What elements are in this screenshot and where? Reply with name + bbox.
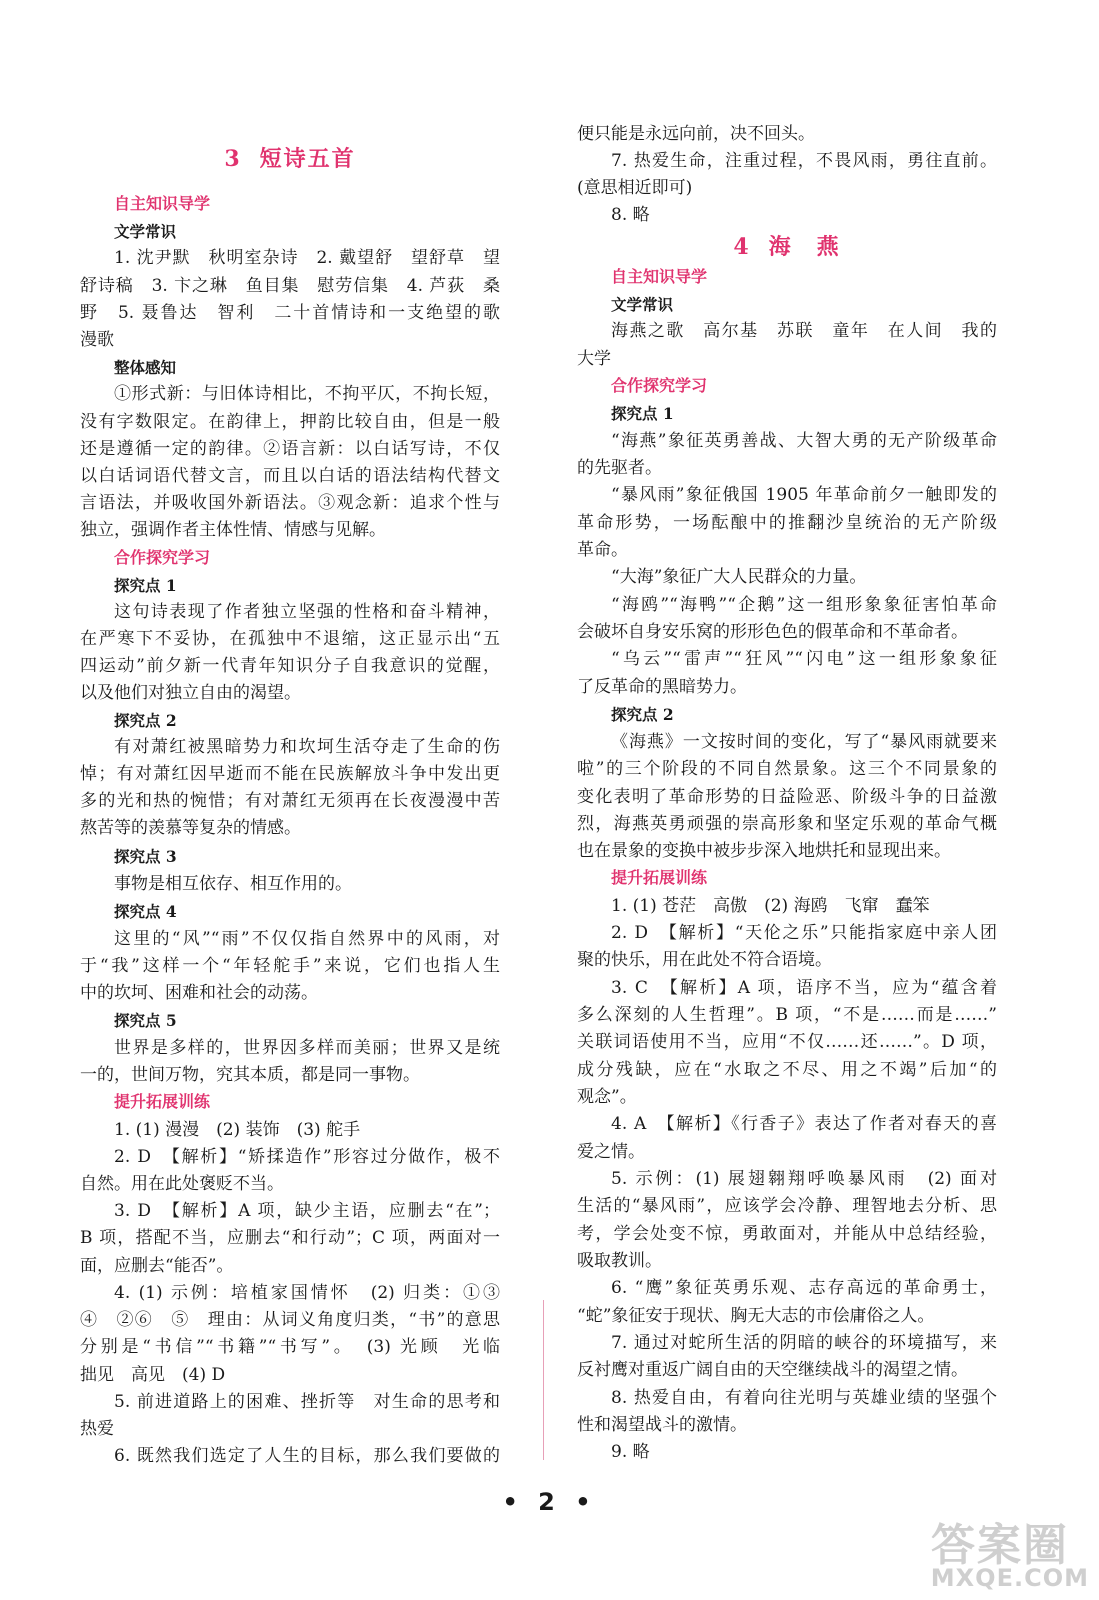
text-line: 在严寒下不妥协，在孤独中不退缩，这正显示出“五 — [80, 629, 500, 649]
text-line: 会破坏自身安乐窝的形形色色的假革命和不革命者。 — [577, 622, 968, 642]
text-line: 事物是相互依存、相互作用的。 — [114, 874, 352, 894]
text-line: “暴风雨”象征俄国 1905 年革命前夕一触即发的 — [611, 485, 997, 505]
text-line: “大海”象征广大人民群众的力量。 — [611, 567, 867, 587]
section-heading: 提升拓展训练 — [114, 1092, 211, 1111]
section-heading: 自主知识导学 — [114, 194, 211, 213]
text-line: 熬苦等的羡慕等复杂的情感。 — [80, 818, 301, 838]
subsection-heading: 探究点 1 — [611, 404, 674, 423]
text-line: 于“我”这样一个“年轻舵手”来说，它们也指人生 — [80, 956, 500, 976]
text-line: 革命。 — [577, 540, 628, 560]
text-line: 2. D 【解析】“天伦之乐”只能指家庭中亲人团 — [611, 923, 997, 943]
text-line: 分别是“书信”“书籍”“书写”。 (3) 光顾 光临 — [80, 1337, 500, 1357]
text-line: 6. 既然我们选定了人生的目标，那么我们要做的 — [114, 1446, 500, 1466]
text-line: 爱之情。 — [577, 1142, 645, 1162]
section-title-3 — [80, 142, 500, 173]
subsection-heading: 探究点 2 — [114, 711, 177, 730]
text-line: 成分残缺，应在“水取之不尽、用之不竭”后加“的 — [577, 1060, 997, 1080]
text-line: 6. “鹰”象征英勇乐观、志存高远的革命勇士， — [611, 1278, 997, 1298]
text-line: 舒诗稿 3. 卞之琳 鱼目集 慰劳信集 4. 芦荻 桑 — [80, 276, 500, 296]
text-line: 7. 热爱生命，注重过程，不畏风雨，勇往直前。 — [611, 151, 997, 171]
text-line: 1. (1) 漫漫 (2) 装饰 (3) 舵手 — [114, 1120, 361, 1140]
text-line: 5. 示例：(1) 展翅翱翔呼唤暴风雨 (2) 面对 — [611, 1169, 997, 1189]
text-line: 革命形势，一场酝酿中的推翻沙皇统治的无产阶级 — [577, 513, 997, 533]
text-line: 言语法，并吸收国外新语法。③观念新：追求个性与 — [80, 493, 500, 513]
text-line: ①形式新：与旧体诗相比，不拘平仄，不拘长短， — [114, 384, 500, 404]
text-line: 一的，世间万物，究其本质，都是同一事物。 — [80, 1065, 420, 1085]
section-heading: 提升拓展训练 — [611, 868, 708, 887]
text-line: 吸取教训。 — [577, 1251, 662, 1271]
text-line: 的先驱者。 — [577, 458, 662, 478]
text-line: 海燕之歌 高尔基 苏联 童年 在人间 我的 — [611, 321, 997, 341]
text-line: 大学 — [577, 349, 611, 369]
text-line: 以及他们对独立自由的渴望。 — [80, 683, 301, 703]
text-line: 8. 热爱自由，有着向往光明与英雄业绩的坚强个 — [611, 1388, 997, 1408]
text-line: 也在景象的变换中被步步深入地烘托和显现出来。 — [577, 841, 951, 861]
text-line: “蛇”象征安于现状、胸无大志的市侩庸俗之人。 — [577, 1306, 935, 1326]
text-line: 以白话词语代替文言，而且以白话的语法结构代替文 — [80, 466, 500, 486]
text-line: 聚的快乐，用在此处不符合语境。 — [577, 950, 832, 970]
subsection-heading: 探究点 2 — [611, 705, 674, 724]
text-line: 啦”的三个阶段的不同自然景象。这三个不同景象的 — [577, 759, 997, 779]
text-line: 观念”。 — [577, 1087, 637, 1107]
text-line: 5. 前进道路上的困难、挫折等 对生命的思考和 — [114, 1392, 500, 1412]
text-line: 3. C 【解析】A 项，语序不当，应为“蕴含着 — [611, 978, 997, 998]
subsection-heading: 探究点 5 — [114, 1011, 177, 1030]
text-line: 4. (1) 示例：培植家国情怀 (2) 归类：①③ — [114, 1283, 500, 1303]
subsection-heading: 文学常识 — [114, 222, 177, 241]
text-line: 1. 沈尹默 秋明室杂诗 2. 戴望舒 望舒草 望 — [114, 248, 500, 268]
section-heading: 合作探究学习 — [114, 548, 211, 567]
text-line: 有对萧红被黑暗势力和坎坷生活夺走了生命的伤 — [114, 737, 500, 757]
text-line: 烈，海燕英勇顽强的崇高形象和坚定乐观的革命气概 — [577, 814, 997, 834]
watermark-logo — [894, 1509, 1089, 1594]
text-line: “海鸥”“海鸭”“企鹅”这一组形象象征害怕革命 — [611, 595, 997, 615]
text-line: 反衬鹰对重返广阔自由的天空继续战斗的渴望之情。 — [577, 1360, 968, 1380]
section-title-text: 海 燕 — [768, 234, 841, 260]
text-line: 3. D 【解析】A 项，缺少主语，应删去“在”； — [114, 1201, 500, 1221]
text-line: 这里的“风”“雨”不仅仅指自然界中的风雨，对 — [114, 929, 500, 949]
text-line: 没有字数限定。在韵律上，押韵比较自由，但是一般 — [80, 412, 500, 432]
text-line: 世界是多样的，世界因多样而美丽；世界又是统 — [114, 1038, 500, 1058]
text-line: “乌云”“雷声”“狂风”“闪电”这一组形象象征 — [611, 649, 997, 669]
watermark-url: MXQE.COM — [930, 1564, 1089, 1592]
text-line: 便只能是永远向前，决不回头。 — [577, 124, 815, 144]
text-line: (意思相近即可) — [577, 178, 693, 198]
subsection-heading: 探究点 1 — [114, 576, 177, 595]
text-line: 2. D 【解析】“矫揉造作”形容过分做作，极不 — [114, 1147, 500, 1167]
text-line: 7. 通过对蛇所生活的阴暗的峡谷的环境描写，来 — [611, 1333, 997, 1353]
section-heading: 合作探究学习 — [611, 376, 708, 395]
text-line: 独立，强调作者主体性情、情感与见解。 — [80, 520, 386, 540]
text-line: “海燕”象征英勇善战、大智大勇的无产阶级革命 — [611, 431, 997, 451]
subsection-heading: 探究点 4 — [114, 902, 177, 921]
text-line: 变化表明了革命形势的日益险恶、阶级斗争的日益激 — [577, 787, 997, 807]
text-line: 考，学会处变不惊，勇敢面对，并能从中总结经验， — [577, 1224, 997, 1244]
text-line: 中的坎坷、困难和社会的动荡。 — [80, 983, 318, 1003]
text-line: 了反革命的黑暗势力。 — [577, 677, 747, 697]
text-line: 漫歌 — [80, 330, 114, 350]
text-line: 拙见 高见 (4) D — [80, 1365, 226, 1385]
column-divider — [543, 1300, 544, 1460]
section-heading: 自主知识导学 — [611, 267, 708, 286]
text-line: 热爱 — [80, 1419, 114, 1439]
text-line: 9. 略 — [611, 1442, 650, 1462]
text-line: ④ ②⑥ ⑤ 理由：从词义角度归类，“书”的意思 — [80, 1310, 500, 1330]
text-line: B 项，搭配不当，应删去“和行动”；C 项，两面对一 — [80, 1228, 500, 1248]
section-number: 4 — [733, 234, 751, 260]
text-line: 还是遵循一定的韵律。②语言新：以白话写诗，不仅 — [80, 439, 500, 459]
text-line: 野 5. 聂鲁达 智利 二十首情诗和一支绝望的歌 — [80, 303, 500, 323]
text-line: 自然。用在此处褒贬不当。 — [80, 1174, 284, 1194]
subsection-heading: 探究点 3 — [114, 847, 177, 866]
section-title-text: 短诗五首 — [259, 146, 356, 172]
text-line: 四运动”前夕新一代青年知识分子自我意识的觉醒， — [80, 656, 500, 676]
page-number: • 2 • — [502, 1488, 597, 1516]
text-line: 悼；有对萧红因早逝而不能在民族解放斗争中发出更 — [80, 764, 500, 784]
text-line: 多的光和热的惋惜；有对萧红无须再在长夜漫漫中苦 — [80, 791, 500, 811]
text-line: 多么深刻的人生哲理”。B 项，“不是……而是……” — [577, 1005, 997, 1025]
section-number: 3 — [224, 146, 242, 172]
text-line: 生活的“暴风雨”，应该学会冷静、理智地去分析、思 — [577, 1196, 997, 1216]
text-line: 关联词语使用不当，应用“不仅……还……”。D 项， — [577, 1032, 997, 1052]
text-line: 面，应删去“能否”。 — [80, 1256, 234, 1276]
text-line: 《海燕》一文按时间的变化，写了“暴风雨就要来 — [611, 732, 997, 752]
section-title-4 — [577, 230, 997, 261]
subsection-heading: 整体感知 — [114, 358, 177, 377]
text-line: 1. (1) 苍茫 高傲 (2) 海鸥 飞窜 蠢笨 — [611, 896, 930, 916]
subsection-heading: 文学常识 — [611, 295, 674, 314]
watermark-text: 答案圈 — [931, 1520, 1069, 1571]
text-line: 性和渴望战斗的激情。 — [577, 1415, 747, 1435]
text-line: 这句诗表现了作者独立坚强的性格和奋斗精神， — [114, 602, 500, 622]
text-line: 8. 略 — [611, 205, 650, 225]
text-line: 4. A 【解析】《行香子》表达了作者对春天的喜 — [611, 1114, 997, 1134]
